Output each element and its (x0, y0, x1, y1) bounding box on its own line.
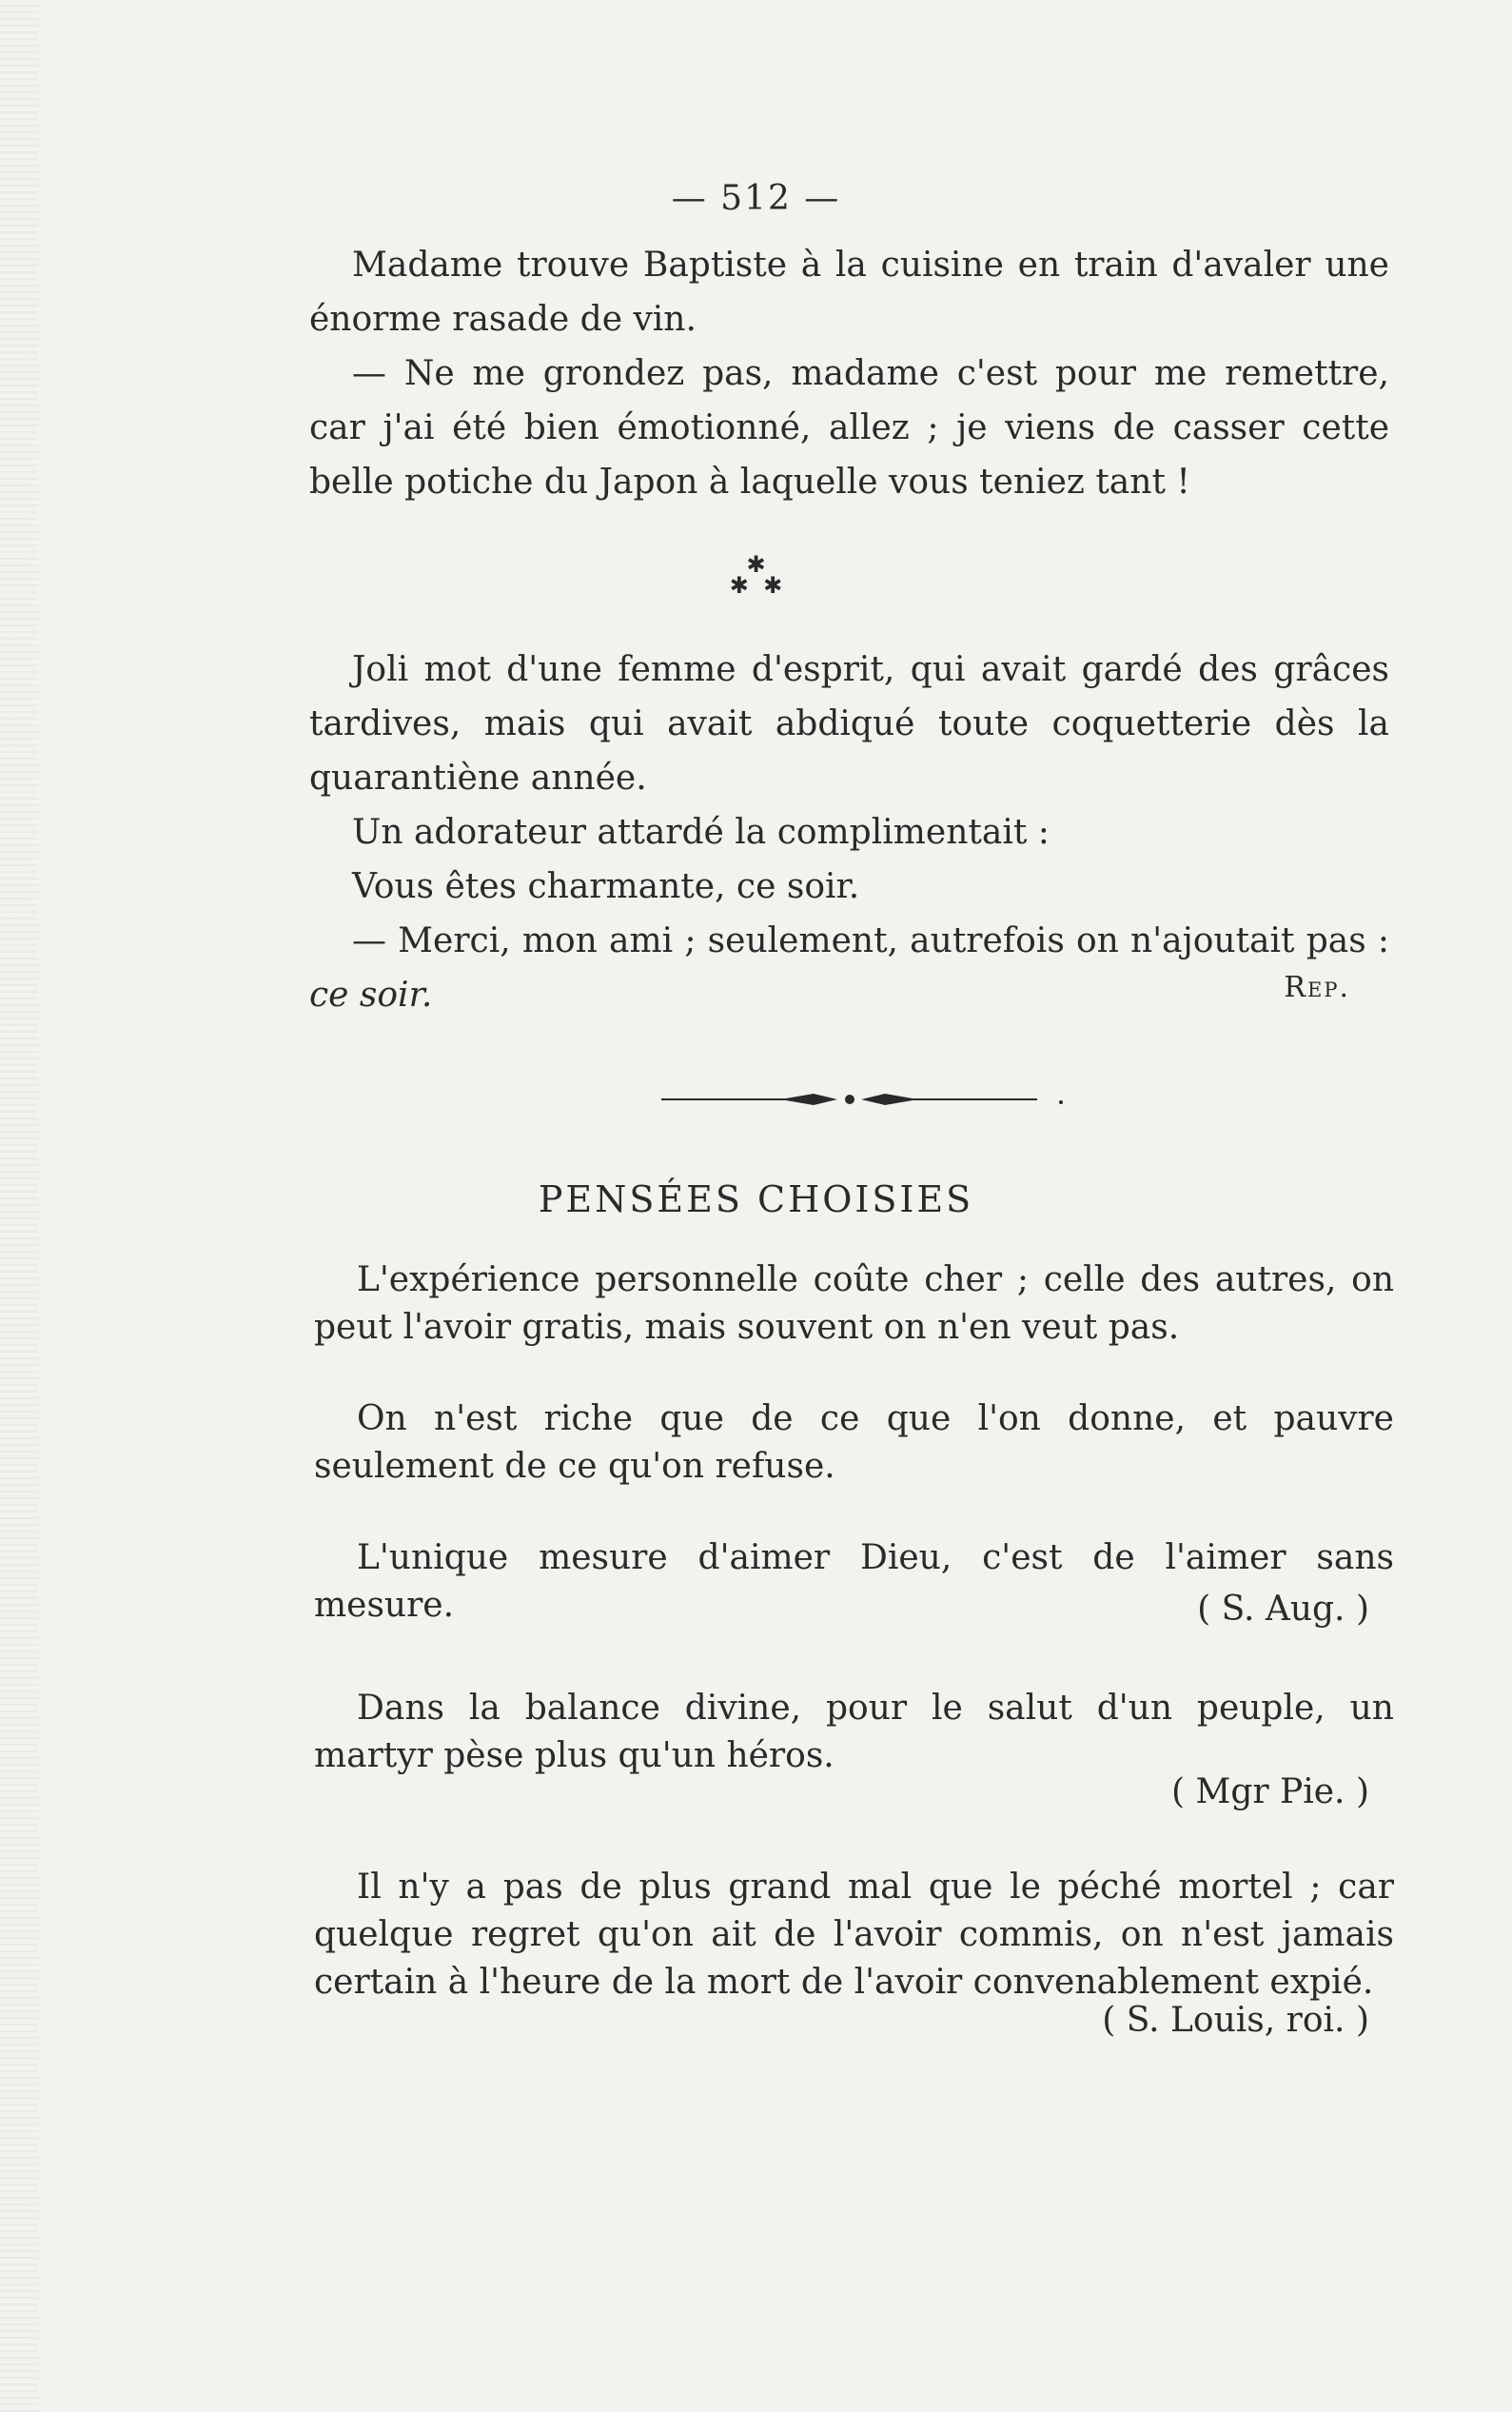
section-title: PENSÉES CHOISIES (538, 1178, 974, 1220)
thought-text: L'unique mesure d'aimer Dieu, c'est de l'aimer sans mesure. (314, 1538, 1394, 1625)
thought-item (314, 1685, 1394, 1780)
thought-text: Dans la balance divine, pour le salut d'un peuple, un martyr pèse plus qu'un héros. (314, 1689, 1394, 1775)
thought-text: L'expérience personnelle coûte cher ; celle des autres, on peut l'avoir gratis, mais souvent on n'en veut pas. (314, 1260, 1394, 1347)
thought-item (314, 1395, 1394, 1491)
italic-phrase: ce soir. (309, 976, 433, 1015)
thought-text: Il n'y a pas de plus grand mal que le péché mortel ; car quelque regret qu'on ait de l'avoir commis, on n'est jamais certain à l'heure de la mort de l'avoir convenablement expié. (314, 1868, 1394, 2002)
anecdote-femme (309, 643, 1389, 1022)
thought-item (314, 1256, 1394, 1352)
anecdote-paragraph (309, 914, 1389, 1022)
anecdote-paragraph: Un adorateur attardé la complimentait : (352, 813, 1050, 852)
ornamental-divider (657, 1088, 1066, 1111)
signature: Rep. (1284, 971, 1350, 1004)
thought-text: On n'est riche que de ce que l'on donne, et pauvre seulement de ce qu'on refuse. (314, 1399, 1394, 1486)
thought-item (314, 1864, 1394, 2007)
anecdote-paragraph: Madame trouve Baptiste à la cuisine en train d'avaler une énorme rasade de vin. (309, 246, 1389, 339)
thought-attribution: ( Mgr Pie. ) (1170, 1772, 1369, 1811)
page-number: — 512 — (671, 179, 841, 218)
anecdote-paragraph: — Ne me grondez pas, madame c'est pour me remettre, car j'ai été bien émotionné, allez ; je viens de casser cette belle potiche du Japon à laquelle vous teniez tant ! (309, 354, 1389, 502)
anecdote-baptiste (309, 238, 1389, 509)
thought-attribution: ( S. Aug. ) (1197, 1590, 1369, 1629)
anecdote-paragraph: Vous êtes charmante, ce soir. (352, 867, 860, 906)
star-separator: ✱ ✱ ✱ (729, 551, 783, 599)
anecdote-paragraph: Joli mot d'une femme d'esprit, qui avait gardé des grâces tardives, mais qui avait abdiqué toute coquetterie dès la quarantiène année. (309, 650, 1389, 798)
dialogue-line: — Merci, mon ami ; seulement, autrefois on n'ajoutait pas : (352, 921, 1389, 960)
thought-attribution: ( S. Louis, roi. ) (1102, 2001, 1369, 2040)
